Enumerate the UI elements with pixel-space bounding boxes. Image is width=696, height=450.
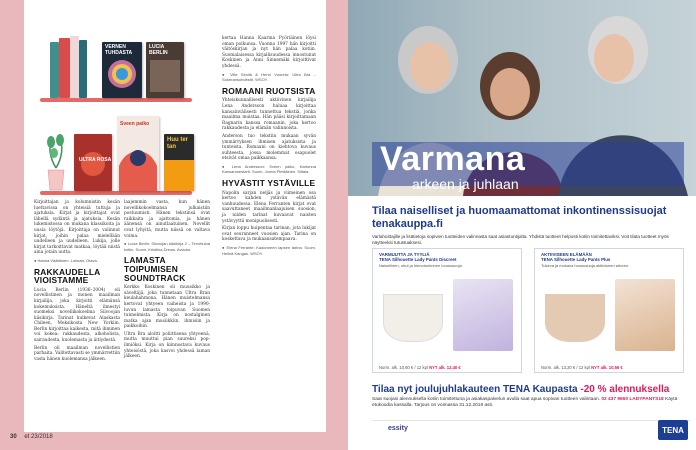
phone-number[interactable]: 02 437 9660 <box>601 397 629 402</box>
text-column-2 <box>124 200 210 362</box>
book-title: LUCIA BERLIN <box>149 44 168 56</box>
right-page-footer <box>372 420 690 442</box>
product-name: TENA Silhouette Lady Pants Plus <box>541 257 611 262</box>
product-label: VARMUUTTA JA TYYLIÄ <box>379 252 430 257</box>
offer-title: Tilaa nyt joulujuhlakauteen TENA Kaupasta <box>372 384 578 395</box>
essity-logo: essity <box>388 425 408 432</box>
book-cover <box>102 42 142 98</box>
body-paragraph: kertaa Hanna Kaarina Pyöriäinen löysi oman polkunsa. Vuonna 1997 hän kirjoitti väitöskirjan ja nyt hän palaa kotiin. Suomalaisessa kirjallisuudessa innostunut Koskinen ja Anni Sinnemäki kirjoittivat yhdessä. <box>222 36 316 69</box>
subheadline: arkeen ja juhlaan <box>412 176 519 192</box>
body-paragraph: Yhteiskunnallisesti aktiivinen kirjailija Lena Andersson haluaa kirjoittaa kansainvälisesti tunnettua tekstiä, jonka maailma muistaa. Hän pääsi kirjoittamaan Ragnarin kanssa romaanin, joka kertoo rakkaudesta ja elämän valinnoista. <box>222 98 316 132</box>
product-garment-image <box>383 294 443 342</box>
offer-body <box>372 397 690 409</box>
product-garment-image <box>545 294 605 342</box>
price-now: NYT alk. 10,56 € <box>591 365 623 370</box>
product-label: AKTIIVISEEN ELÄMÄÄN <box>541 252 592 257</box>
offer-heading <box>372 384 690 395</box>
book-title: VERNEN TUHDASTA <box>105 44 133 56</box>
price-now: NYT alk. 12,40 € <box>429 365 461 370</box>
section-heading: ROMAANI RUOTSISTA <box>222 85 316 96</box>
promo-code: LADYPANTS18 <box>629 397 664 402</box>
book-caption: ● Lena Andersson: Sveen paiko, Kartonna Kansanmestarit. Suom. Jonna Pietiläinen. Siltala. <box>222 163 316 175</box>
offer-discount: -20 % alennuksella <box>580 384 670 395</box>
intro-paragraph: Kirjoittajan ja kolumnistin kesän luettavissa on yhteisiä tuttuja ja ajatuksia. Kirjat ja kirjoittajat ovat lähellä sydäntä ja ajatuksia. Kesän lukemistossa on mukana klassikoita ja uusia löytöjä. Kirjoittaja on valinnut kirjat, joihin palaa mielellään uudelleen ja uudelleen. Lukija, jolle kirjat tarkoittavat matkaa, löytää niistä aina jotain uutta. <box>34 200 120 256</box>
section-heading: HYVÄSTIT YSTÄVILLE <box>222 178 316 189</box>
book-spine <box>59 38 70 98</box>
book-cover <box>146 42 184 98</box>
price-normal: Norm. alk. 10,60 € / 12 kpl <box>379 365 428 370</box>
offer-text-2: Käytä etukoodia kassalla. Tarjous on voimassa 31.12.2018 asti. <box>372 397 678 409</box>
tena-logo: TENA <box>658 420 688 440</box>
body-paragraph: Kerkko Koskinen oli muusikko ja säveltäjä, joka tunnetaan Ultra Bran keulahahmona. Hänen muistelmansa kertovat yhtyeen vaiheista ja 1990-luvun lamasta toipuvan Suomen tunnelmista. Kirja on nostalginen matka ajan musiikkiin, ihmisiin ja paikkoihin. <box>124 285 210 330</box>
product-desc: Tukeva ja mukava housusuoja aktiiviseen arkeen. <box>541 263 630 268</box>
book-cover <box>164 134 194 191</box>
section-heading: RAKKAUDELLA VIOISTAMME <box>34 266 101 286</box>
product-price <box>541 365 623 370</box>
book-caption: ● Ville Similä & Henri Vuorela: Ultra Bra – Sokeransohdestit. WSOY. <box>222 71 316 83</box>
plant-icon <box>44 128 68 191</box>
product-card-2[interactable] <box>534 248 684 373</box>
page-number: 30 <box>10 434 17 440</box>
body-paragraph: Napolin sarjan neljäs ja viimeinen osa kertoo kahden ystävän elämästä vanhuudessa. Elena Ferranten kirjat ovat saavuttaneet maailmanlaajuisen suosion, ja niiden tarinat kuvaavat naisten ystävyyttä monipuolisesti. <box>222 190 316 224</box>
text-column-1 <box>34 200 120 364</box>
ad-body: Varlahoittajille ja lisätietoja sopivien tuotteiden valinnasta saat asiantuntijalta. Yhdistä tuotteet helposti kotiin toimitettaviksi. Voit tilata tuotteet myös näytteeksi tutustuaksesi. <box>372 234 669 245</box>
product-name: TENA Silhouette Lady Pants Discreet <box>379 257 457 262</box>
book-spine <box>50 42 59 98</box>
shelf-bottom <box>40 191 192 195</box>
product-card-1[interactable] <box>372 248 522 373</box>
offer-text: Saat suojasi alennuksella kotiin toimitettuna ja asiakaspalvelun avulla saat apua sopivan tuotteen valintaan. <box>372 397 600 402</box>
product-desc: Naisellinen, ohut ja hienotunteinen housusuoja. <box>379 263 463 268</box>
section-heading: LAMASTA TOIPUMISEN SOUNDTRACK <box>124 255 186 283</box>
body-paragraph: Kirjan loppu huipentaa tarinan, jota lukijat ovat seuranneet vuosien ajan. Tarina on koskettava ja mukaansatempaava. <box>222 226 316 243</box>
body-paragraph: Berlin oli maailman novellistien parhaita. Valitettavasti se ymmärrettiin vasta hänen kuolemansa jälkeen. <box>34 345 120 362</box>
book-spine <box>70 36 79 98</box>
product-price <box>379 365 461 370</box>
book-caption: ● Elena Ferrante: Kadonneen lapsen tarina. Suom. Helinä Kangas. WSOY. <box>222 245 316 256</box>
book-title: ULTRA ROSA <box>79 157 112 163</box>
body-paragraph: laajemmin vasta, kun hänen novellikokoelmansa julkaistiin postuumisti. Hänen tekstinsä ovat raikkaita ja ajattomia, ja hänen äänensä on ainutlaatuinen. Novellit ovat lyhyitä, mutta niissä on valtava voima. <box>124 200 210 239</box>
magazine-issue: et 23/2018 <box>24 434 53 440</box>
product-package-image <box>453 279 513 351</box>
product-package-image <box>615 279 675 351</box>
body-paragraph: Lucia Berlin (1936–2004) oli novellistinen ja monen maailman kirjailija, joka kirjoitti elämänsä kokemuksista. Häneltä ilmestyi suomeksi novellikokoelma Siivoojan käsikirja. Tarinat kulkevat Alaskasta Chileen, Meksikosta New Yorkiin. Berlin kirjoittaa kaikesta, mitä ihminen voi kokea: rakkaudesta, alkoholista, sairaudesta, kuolemasta ja äitiydestä. <box>34 287 120 344</box>
book-caption: ● Hanna Väätäinen: Loimaa, Otava. <box>34 257 98 263</box>
left-page-footer <box>10 434 53 440</box>
book-title: Sveen paiko <box>120 121 150 127</box>
book-spine <box>79 40 87 98</box>
headline: Varmana <box>380 140 526 178</box>
book-cover <box>74 134 112 191</box>
shelf-top <box>40 98 192 102</box>
body-paragraph: Anderson tuo tekstiin mukaan syvän ymmärryksen ihmisen ajatuksista ja tunteista. Romaani on kiehtova kuvaus suhteesta, jossa molemmat osapuolet etsivät omaa paikkaansa. <box>222 133 316 162</box>
body-paragraph: Ultra Bra aloitti poliittisena yhtyeenä, mutta muuttui pian suureksi pop-ilmiöksi. Kirja on kiinnostava kuvaus yhteisöstä, joka kasvoi yhdessä laman jälkeen. <box>124 331 210 360</box>
book-cover <box>117 116 159 191</box>
text-column-3 <box>222 36 316 260</box>
ad-heading: Tilaa naiselliset ja huomaamattomat inkontinenssisuojat tenakauppa.fi <box>372 205 667 230</box>
book-caption: ● Lucia Berlin: Siivoojan käsikirja 2 – Tervetuloa kotiin, Suom. Kristiina Drews. Aviador. <box>124 241 210 252</box>
book-title: Huu ter tan <box>167 137 188 150</box>
price-normal: Norm. alk. 13,20 € / 12 kpl <box>541 365 590 370</box>
